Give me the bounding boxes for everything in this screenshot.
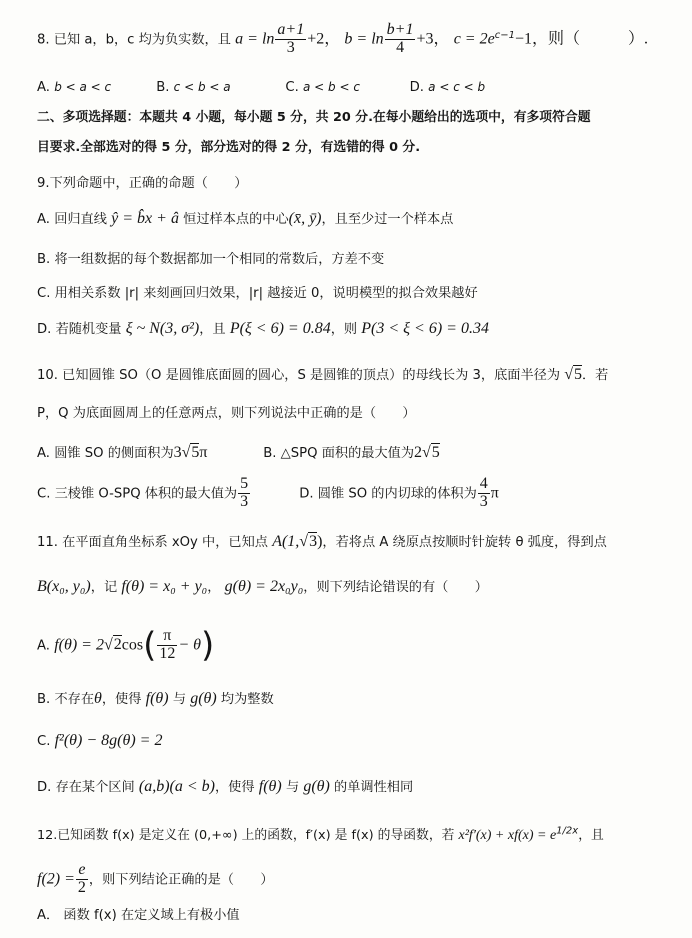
- q8-option-c-text: a < b < c: [303, 80, 360, 94]
- q9-option-a-label: A.: [37, 212, 50, 227]
- q9-option-a-center: (x̄, ȳ): [288, 210, 322, 227]
- q11-g-def: g(θ) = 2x₀y₀: [224, 578, 304, 595]
- q11-option-d-text1: 存在某个区间: [55, 780, 135, 795]
- q10-option-d-den: 3: [479, 492, 488, 510]
- q10-option-c-label: C.: [37, 486, 51, 502]
- q11-option-d-text3: 与: [285, 780, 300, 795]
- section2-heading-line2: 目要求.全部选对的得 5 分，部分选对的得 2 分，有选错的得 0 分.: [37, 140, 421, 155]
- q12-stem2-den: 2: [77, 878, 86, 896]
- q11-option-a-num: π: [157, 628, 177, 646]
- q9-option-a-text2: 恒过样本点的中心: [183, 212, 289, 227]
- q8-eq-b-frac: [385, 22, 416, 57]
- q11-option-b-f: f(θ): [145, 690, 169, 707]
- q9-option-a-text1: 回归直线: [54, 212, 107, 227]
- q12-stem1: 12.已知函数 f(x) 是定义在 (0,+∞) 上的函数，f′(x) 是 f(x) 的导函数，若: [37, 828, 455, 843]
- q9-option-c[interactable]: [37, 282, 678, 301]
- q8-eq-a-rhs: +2，: [307, 30, 341, 48]
- q8-eq-a-frac: [275, 22, 306, 57]
- q10-option-b-sqrt: 5: [431, 444, 440, 461]
- q12-stem2-text: ，则下列结论正确的是（ ）: [88, 872, 274, 888]
- q11-option-b-theta: θ: [94, 690, 102, 707]
- q10-option-b-label: B.: [263, 446, 277, 461]
- q9-option-d-math3: P(3 < ξ < 6) = 0.34: [361, 320, 489, 337]
- q8-eq-b-lhs: b = ln: [344, 30, 384, 48]
- q11-option-a-label: A.: [37, 638, 50, 654]
- q12-option-a[interactable]: [37, 904, 678, 923]
- q11-option-a[interactable]: A. f(θ) = 2√2cos( $\frac{\pi}{12}$ − θ): [37, 625, 215, 666]
- q9-option-b-text: 将一组数据的每个数据都加一个相同的常数后，方差不变: [54, 252, 385, 267]
- q10-option-c[interactable]: [37, 476, 295, 511]
- q11-stem-line2: [37, 576, 678, 596]
- q11-option-a-den: 12: [159, 644, 176, 662]
- q11-stem-line1: 11. 在平面直角坐标系 xOy 中，已知点 A(1,√3)，若将点 A 绕原点按顺时针旋转 θ 弧度，得到点: [37, 533, 607, 550]
- q8-eq-c: c = 2e: [453, 30, 495, 48]
- q11-option-a-minus: − θ: [178, 636, 201, 654]
- q9-option-a[interactable]: [37, 208, 678, 228]
- q8-option-a-text: b < a < c: [54, 80, 112, 94]
- q10-option-a-sqrt: 5: [191, 444, 200, 461]
- q11-option-b-text3: 与: [172, 692, 186, 707]
- q10-stem2: P，Q 为底面圆周上的任意两点，则下列说法中正确的是（ ）: [37, 406, 416, 421]
- q11-option-c-math: f²(θ) − 8g(θ) = 2: [54, 732, 163, 749]
- q11-option-b-label: B.: [37, 692, 51, 707]
- q11-option-a-sqrt: 2: [113, 636, 122, 654]
- q10-stem1-tail: ．若: [582, 368, 609, 383]
- q11-point-b: B(x₀, y₀): [37, 578, 91, 595]
- q8-eq-b-num: b+1: [386, 21, 414, 38]
- q10-option-d-frac: [478, 476, 490, 511]
- q11-option-c-label: C.: [37, 734, 51, 749]
- q10-option-b-coef: 2: [414, 444, 423, 461]
- q10-option-d-pi: π: [490, 484, 499, 502]
- q9-option-d-text1: 若随机变量: [55, 322, 122, 337]
- q9-option-a-math: ŷ = b̂x + â: [111, 210, 179, 227]
- q10-options-cd: [37, 476, 678, 511]
- q9-option-b-label: B.: [37, 252, 51, 267]
- q12-stem-line1: [37, 824, 678, 844]
- q10-options-ab: [37, 442, 678, 462]
- q9-option-d-label: D.: [37, 322, 52, 337]
- q11-option-b-text1: 不存在: [54, 692, 95, 707]
- q8-option-b-text: c < b < a: [173, 80, 231, 94]
- q11-option-b-text2: ，使得: [101, 692, 142, 707]
- q12-stem2-lhs: f(2) =: [37, 870, 75, 888]
- q12-option-a-text: 函数 f(x) 在定义域上有极小值: [63, 908, 240, 923]
- q9-option-d[interactable]: [37, 318, 678, 338]
- q11-option-d-text2: ，使得: [215, 780, 255, 795]
- q11-stem1: 11. 在平面直角坐标系 xOy 中，已知点: [37, 535, 268, 550]
- q10-option-b[interactable]: B. △SPQ 面积的最大值为2√5: [263, 444, 440, 461]
- q9-option-c-label: C.: [37, 286, 51, 301]
- q12-option-a-label: A．: [37, 908, 60, 923]
- q11-point-a-sqrt: 3: [309, 533, 318, 550]
- q11-option-b-text4: 均为整数: [220, 692, 274, 707]
- q10-option-a-pi: π: [199, 444, 208, 461]
- q8-stem: 8. 已知 a，b，c 均为负实数，且: [37, 32, 231, 48]
- q10-stem1-sqrt: 5: [574, 366, 582, 383]
- q11-option-a-frac: [157, 628, 177, 663]
- q8-eq-b-den: 4: [396, 38, 405, 56]
- q10-stem-line1: 10. 已知圆锥 SO（O 是圆锥底面圆的圆心，S 是圆锥的顶点）的母线长为 3，底面半径为 √5．若: [37, 366, 609, 383]
- q11-option-d-g: g(θ): [303, 778, 330, 795]
- q8-eq-b-rhs: +3，: [416, 30, 450, 48]
- q10-option-c-den: 3: [240, 492, 249, 510]
- q8-option-d-label: D.: [409, 80, 424, 95]
- q11-point-a-close: ): [317, 533, 323, 550]
- q11-stem2-text3: ，则下列结论错误的有（ ）: [303, 580, 488, 595]
- q9-option-a-text3: ，且至少过一个样本点: [321, 212, 454, 227]
- q10-option-a-coef: 3: [173, 444, 182, 461]
- q10-option-a-label: A.: [37, 446, 50, 461]
- q8-stem-line: [37, 22, 678, 57]
- q8-eq-a-num: a+1: [277, 21, 305, 38]
- q8-option-d[interactable]: [410, 80, 486, 95]
- q9-option-d-math1: ξ ~ N(3, σ²): [125, 320, 200, 337]
- section2-heading-line1: 二、多项选择题：本题共 4 小题，每小题 5 分，共 20 分.在每小题给出的选项中，有多项符合题: [37, 110, 591, 125]
- q8-eq-a-den: 3: [286, 38, 295, 56]
- q8-eq-c-tail: −1，则（ ）.: [514, 30, 648, 48]
- q11-option-b[interactable]: [37, 688, 678, 708]
- q11-option-d[interactable]: [37, 776, 678, 796]
- q10-option-d-num: 4: [479, 475, 488, 492]
- q10-option-c-frac: [238, 476, 250, 511]
- q12-stem2-num: e: [76, 862, 88, 880]
- q11-option-d-label: D.: [37, 780, 52, 795]
- q12-stem1-sup: 1/2x: [556, 825, 579, 837]
- q11-option-a-lhs: f(θ) = 2: [54, 636, 104, 654]
- q10-option-a[interactable]: A. 圆锥 SO 的侧面积为3√5π: [37, 444, 208, 461]
- q11-stem2-text1: ，记: [90, 580, 118, 595]
- q9-option-d-text3: ，则: [330, 322, 358, 337]
- q8-eq-a-lhs: a = ln: [235, 30, 275, 48]
- q9-option-b[interactable]: [37, 248, 678, 267]
- q12-stem1-tail: ，且: [578, 828, 604, 843]
- q8-eq-c-sup: c−1: [494, 29, 515, 41]
- q11-stem2-text2: ，: [207, 580, 221, 595]
- q10-option-d-text: 圆锥 SO 的内切球的体积为: [317, 486, 477, 502]
- q10-option-b-text: △SPQ 面积的最大值为: [280, 446, 415, 461]
- q8-option-b[interactable]: [156, 80, 281, 95]
- q10-option-c-text: 三棱锥 O-SPQ 体积的最大值为: [54, 486, 238, 502]
- q8-option-b-label: B.: [156, 80, 170, 95]
- q11-option-d-f: f(θ): [258, 778, 282, 795]
- q11-option-d-interval: (a,b)(a < b): [138, 778, 215, 795]
- q8-option-c-label: C.: [285, 80, 299, 95]
- q10-option-d[interactable]: [299, 476, 499, 511]
- q8-option-a[interactable]: [37, 80, 152, 95]
- q11-option-b-g: g(θ): [190, 690, 217, 707]
- q11-option-a-cos: cos: [121, 636, 144, 654]
- q10-option-a-text: 圆锥 SO 的侧面积为: [54, 446, 174, 461]
- q12-stem2-frac: [76, 862, 88, 897]
- q8-option-d-text: a < c < b: [428, 80, 486, 94]
- q11-f-def: f(θ) = x₀ + y₀: [121, 578, 208, 595]
- q10-option-d-label: D.: [299, 486, 314, 502]
- q9-option-d-math2: P(ξ < 6) = 0.84: [229, 320, 331, 337]
- q11-stem1-tail: ，若将点 A 绕原点按顺时针旋转 θ 弧度，得到点: [322, 535, 607, 550]
- q11-option-c[interactable]: [37, 732, 678, 750]
- q9-option-c-text: 用相关系数 |r| 来刻画回归效果，|r| 越接近 0，说明模型的拟合效果越好: [54, 286, 478, 301]
- q11-option-d-text4: 的单调性相同: [334, 780, 414, 795]
- q9-stem: 9.下列命题中，正确的命题（ ）: [37, 176, 248, 191]
- q11-point-a: A(1,: [272, 533, 300, 550]
- q12-stem-line2: [37, 862, 678, 897]
- q12-stem1-math: x²f′(x) + xf(x) = e: [458, 828, 557, 843]
- q8-option-c[interactable]: [285, 80, 405, 95]
- q10-option-c-num: 5: [240, 475, 249, 492]
- q9-option-d-text2: ，且: [199, 322, 226, 337]
- q8-option-a-label: A.: [37, 80, 50, 95]
- q8-options: [37, 80, 678, 95]
- q10-stem1: 10. 已知圆锥 SO（O 是圆锥底面圆的圆心，S 是圆锥的顶点）的母线长为 3，底面半径为: [37, 368, 561, 383]
